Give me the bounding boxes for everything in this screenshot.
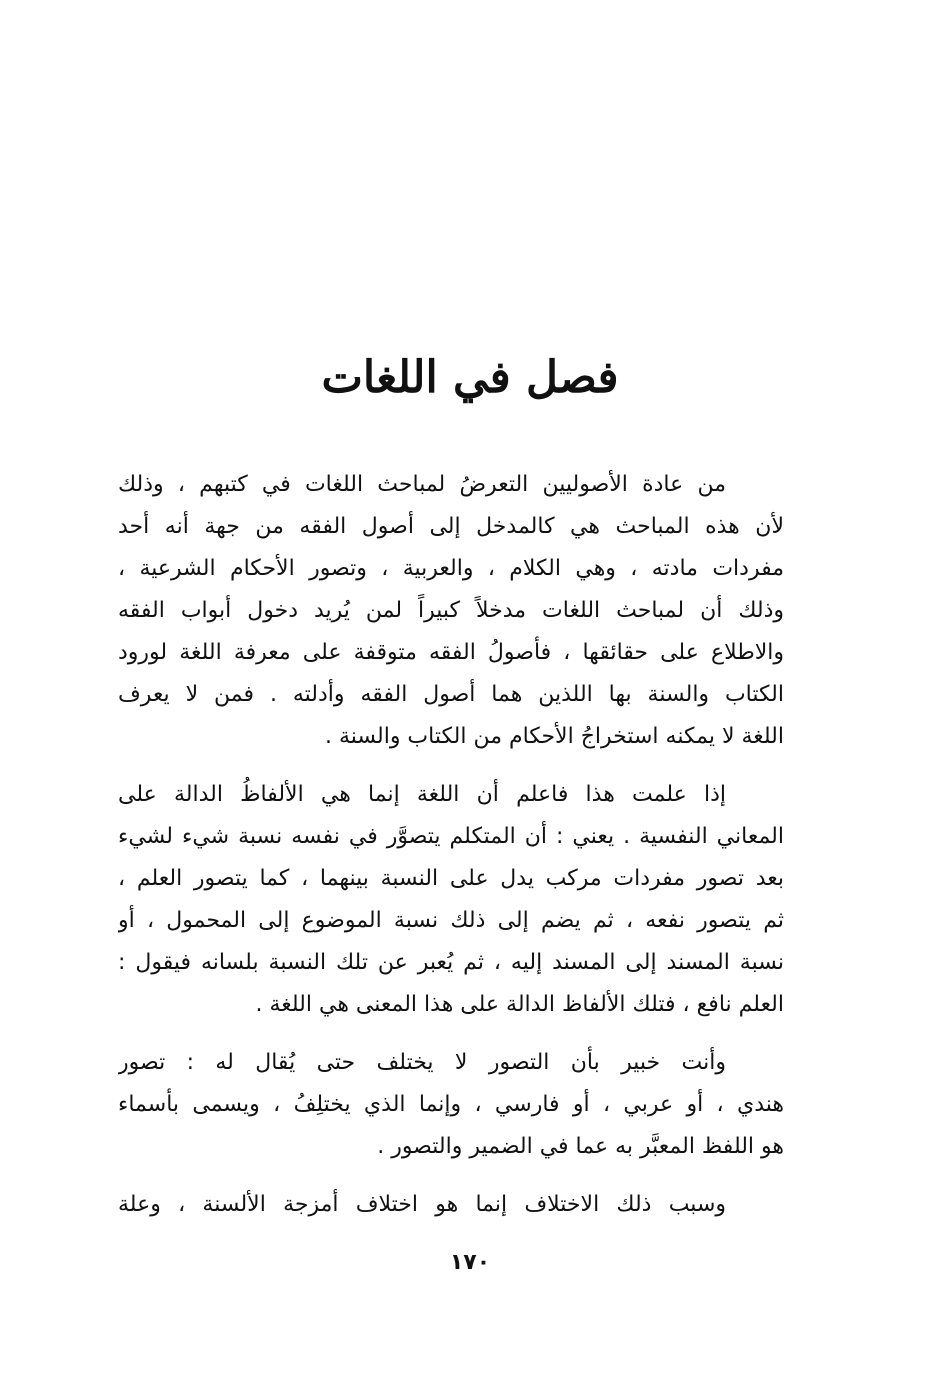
text-line: الكتاب والسنة بها اللذين هما أصول الفقه وأدلته . فمن لا يعرف [118,682,784,707]
text-line: هو اللفظ المعبَّر به عما في الضمير والتصور . [377,1134,784,1159]
paragraph-3 [118,1042,784,1168]
paragraph-4 [118,1184,784,1226]
text-line: العلم نافع ، فتلك الألفاظ الدالة على هذا المعنى هي اللغة . [255,992,784,1017]
text-line: إذا علمت هذا فاعلم أن اللغة إنما هي الألفاظُ الدالة على [118,782,726,807]
text-line: نسبة المسند إلى المسند إليه ، ثم يُعبر عن تلك النسبة بلسانه فيقول : [118,950,784,975]
paragraph-1 [118,464,784,758]
text-line: بعد تصور مفردات مركب يدل على النسبة بينهما ، كما يتصور العلم ، [118,866,784,891]
page-number: ١٧٠ [449,1250,491,1275]
text-line: مفردات مادته ، وهي الكلام ، والعربية ، وتصور الأحكام الشرعية ، [118,556,784,581]
text-line: ثم يتصور نفعه ، ثم يضم إلى ذلك نسبة الموضوع إلى المحمول ، أو [118,908,784,933]
text-line: والاطلاع على حقائقها ، فأصولُ الفقه متوقفة على معرفة اللغة لورود [118,640,784,665]
chapter-title: فصل في اللغات [321,352,619,403]
text-line: المعاني النفسية . يعني : أن المتكلم يتصوَّر في نفسه نسبة شيء لشيء [118,824,784,849]
text-line: لأن هذه المباحث هي كالمدخل إلى أصول الفقه من جهة أنه أحد [118,514,784,539]
text-line: اللغة لا يمكنه استخراجُ الأحكام من الكتاب والسنة . [324,724,784,749]
text-line: وسبب ذلك الاختلاف إنما هو اختلاف أمزجة الألسنة ، وعلة [118,1192,726,1217]
text-line: هندي ، أو عربي ، أو فارسي ، وإنما الذي يختلِفُ ، ويسمى بأسماء [118,1092,784,1117]
text-line: من عادة الأصوليين التعرضُ لمباحث اللغات في كتبهم ، وذلك [118,472,726,497]
text-line: وأنت خبير بأن التصور لا يختلف حتى يُقال له : تصور [118,1050,726,1075]
text-line: وذلك أن لمباحث اللغات مدخلاً كبيراً لمن يُريد دخول أبواب الفقه [118,598,784,623]
paragraph-2 [118,774,784,1026]
body-text [118,464,784,1242]
